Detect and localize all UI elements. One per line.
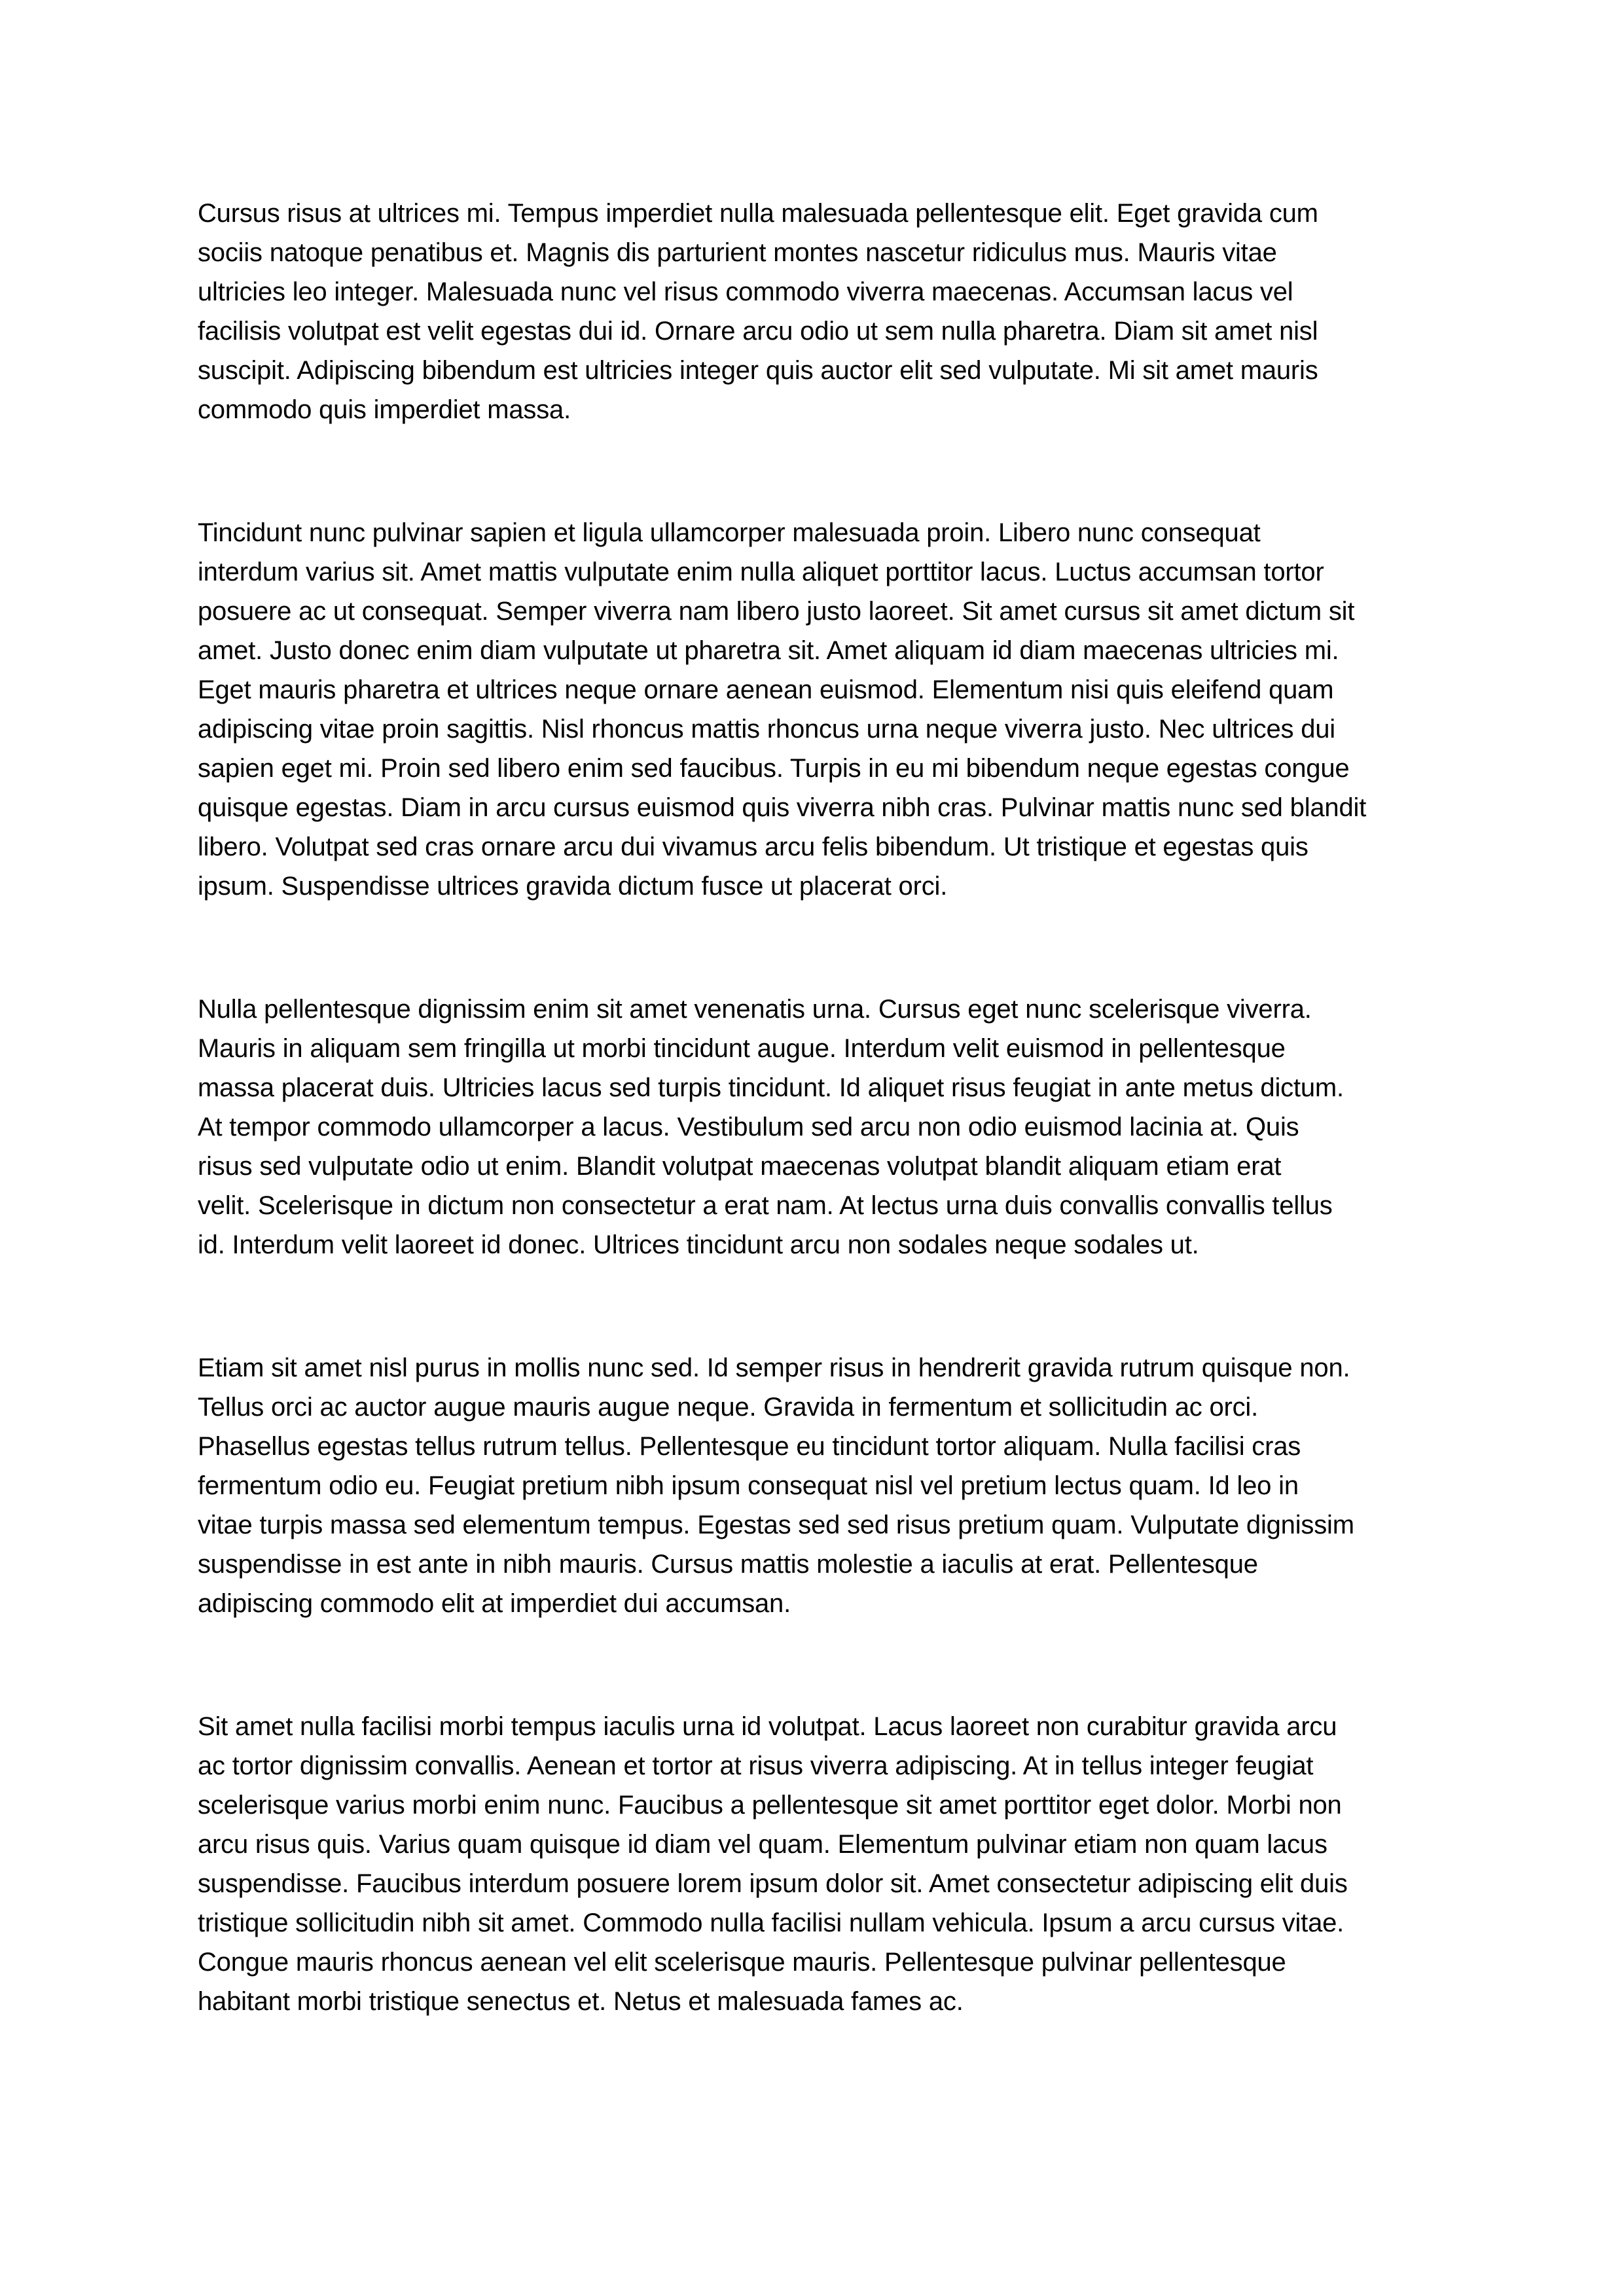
text-line: adipiscing commodo elit at imperdiet dui accumsan.	[198, 1589, 791, 1618]
text-line: vitae turpis massa sed elementum tempus. Egestas sed sed risus pretium quam. Vulputate dignissim	[198, 1511, 1354, 1539]
text-line: scelerisque varius morbi enim nunc. Faucibus a pellentesque sit amet porttitor eget dolor. Morbi non	[198, 1791, 1342, 1820]
text-line: habitant morbi tristique senectus et. Netus et malesuada fames ac.	[198, 1987, 964, 2016]
paragraph-4	[198, 1348, 1428, 1623]
text-line: interdum varius sit. Amet mattis vulputate enim nulla aliquet porttitor lacus. Luctus accumsan tortor	[198, 558, 1324, 586]
text-line: suscipit. Adipiscing bibendum est ultricies integer quis auctor elit sed vulputate. Mi sit amet mauris	[198, 356, 1318, 385]
text-line: Etiam sit amet nisl purus in mollis nunc sed. Id semper risus in hendrerit gravida rutrum quisque non.	[198, 1354, 1350, 1382]
text-line: Eget mauris pharetra et ultrices neque ornare aenean euismod. Elementum nisi quis eleifend quam	[198, 675, 1334, 704]
text-line: amet. Justo donec enim diam vulputate ut pharetra sit. Amet aliquam id diam maecenas ultricies mi.	[198, 636, 1339, 665]
text-line: facilisis volutpat est velit egestas dui id. Ornare arcu odio ut sem nulla pharetra. Diam sit amet nisl	[198, 317, 1318, 346]
text-line: risus sed vulputate odio ut enim. Blandit volutpat maecenas volutpat blandit aliquam etiam erat	[198, 1152, 1282, 1181]
paragraph-1	[198, 194, 1428, 429]
text-line: posuere ac ut consequat. Semper viverra nam libero justo laoreet. Sit amet cursus sit amet dictum sit	[198, 597, 1355, 626]
text-line: adipiscing vitae proin sagittis. Nisl rhoncus mattis rhoncus urna neque viverra justo. Nec ultrices dui	[198, 715, 1335, 744]
text-line: massa placerat duis. Ultricies lacus sed turpis tincidunt. Id aliquet risus feugiat in ante metus dictum.	[198, 1073, 1344, 1102]
text-line: ac tortor dignissim convallis. Aenean et tortor at risus viverra adipiscing. At in tellus integer feugiat	[198, 1751, 1314, 1780]
text-line: suspendisse. Faucibus interdum posuere lorem ipsum dolor sit. Amet consectetur adipiscing elit duis	[198, 1869, 1348, 1898]
text-line: Congue mauris rhoncus aenean vel elit scelerisque mauris. Pellentesque pulvinar pellentesque	[198, 1948, 1286, 1977]
text-line: ipsum. Suspendisse ultrices gravida dictum fusce ut placerat orci.	[198, 872, 948, 901]
text-line: sociis natoque penatibus et. Magnis dis parturient montes nascetur ridiculus mus. Mauris vitae	[198, 238, 1277, 267]
text-line: Cursus risus at ultrices mi. Tempus imperdiet nulla malesuada pellentesque elit. Eget gravida cum	[198, 199, 1318, 228]
text-line: Tellus orci ac auctor augue mauris augue neque. Gravida in fermentum et sollicitudin ac orci.	[198, 1393, 1259, 1422]
text-line: tristique sollicitudin nibh sit amet. Commodo nulla facilisi nullam vehicula. Ipsum a arcu cursus vitae.	[198, 1909, 1344, 1937]
paragraph-3	[198, 990, 1428, 1265]
text-line: Mauris in aliquam sem fringilla ut morbi tincidunt augue. Interdum velit euismod in pellentesque	[198, 1034, 1286, 1063]
text-line: arcu risus quis. Varius quam quisque id diam vel quam. Elementum pulvinar etiam non quam lacus	[198, 1830, 1327, 1859]
text-line: velit. Scelerisque in dictum non consectetur a erat nam. At lectus urna duis convallis convallis tellus	[198, 1191, 1333, 1220]
text-line: commodo quis imperdiet massa.	[198, 395, 571, 424]
text-line: Tincidunt nunc pulvinar sapien et ligula ullamcorper malesuada proin. Libero nunc consequat	[198, 518, 1261, 547]
text-line: suspendisse in est ante in nibh mauris. Cursus mattis molestie a iaculis at erat. Pellentesque	[198, 1550, 1258, 1579]
paragraph-5	[198, 1707, 1428, 2021]
text-line: Nulla pellentesque dignissim enim sit amet venenatis urna. Cursus eget nunc scelerisque viverra.	[198, 995, 1312, 1024]
paragraph-2	[198, 513, 1428, 906]
text-line: At tempor commodo ullamcorper a lacus. Vestibulum sed arcu non odio euismod lacinia at. Quis	[198, 1113, 1299, 1141]
text-line: libero. Volutpat sed cras ornare arcu dui vivamus arcu felis bibendum. Ut tristique et egestas quis	[198, 833, 1308, 861]
text-line: quisque egestas. Diam in arcu cursus euismod quis viverra nibh cras. Pulvinar mattis nunc sed blandit	[198, 793, 1367, 822]
text-line: Phasellus egestas tellus rutrum tellus. Pellentesque eu tincidunt tortor aliquam. Nulla facilisi cras	[198, 1432, 1301, 1461]
text-line: Sit amet nulla facilisi morbi tempus iaculis urna id volutpat. Lacus laoreet non curabitur gravida arcu	[198, 1712, 1337, 1741]
text-line: fermentum odio eu. Feugiat pretium nibh ipsum consequat nisl vel pretium lectus quam. Id leo in	[198, 1471, 1299, 1500]
text-line: ultricies leo integer. Malesuada nunc vel risus commodo viverra maecenas. Accumsan lacus vel	[198, 278, 1293, 306]
text-line: id. Interdum velit laoreet id donec. Ultrices tincidunt arcu non sodales neque sodales ut.	[198, 1230, 1199, 1259]
text-line: sapien eget mi. Proin sed libero enim sed faucibus. Turpis in eu mi bibendum neque egestas congue	[198, 754, 1350, 783]
body-text	[198, 194, 1428, 2105]
